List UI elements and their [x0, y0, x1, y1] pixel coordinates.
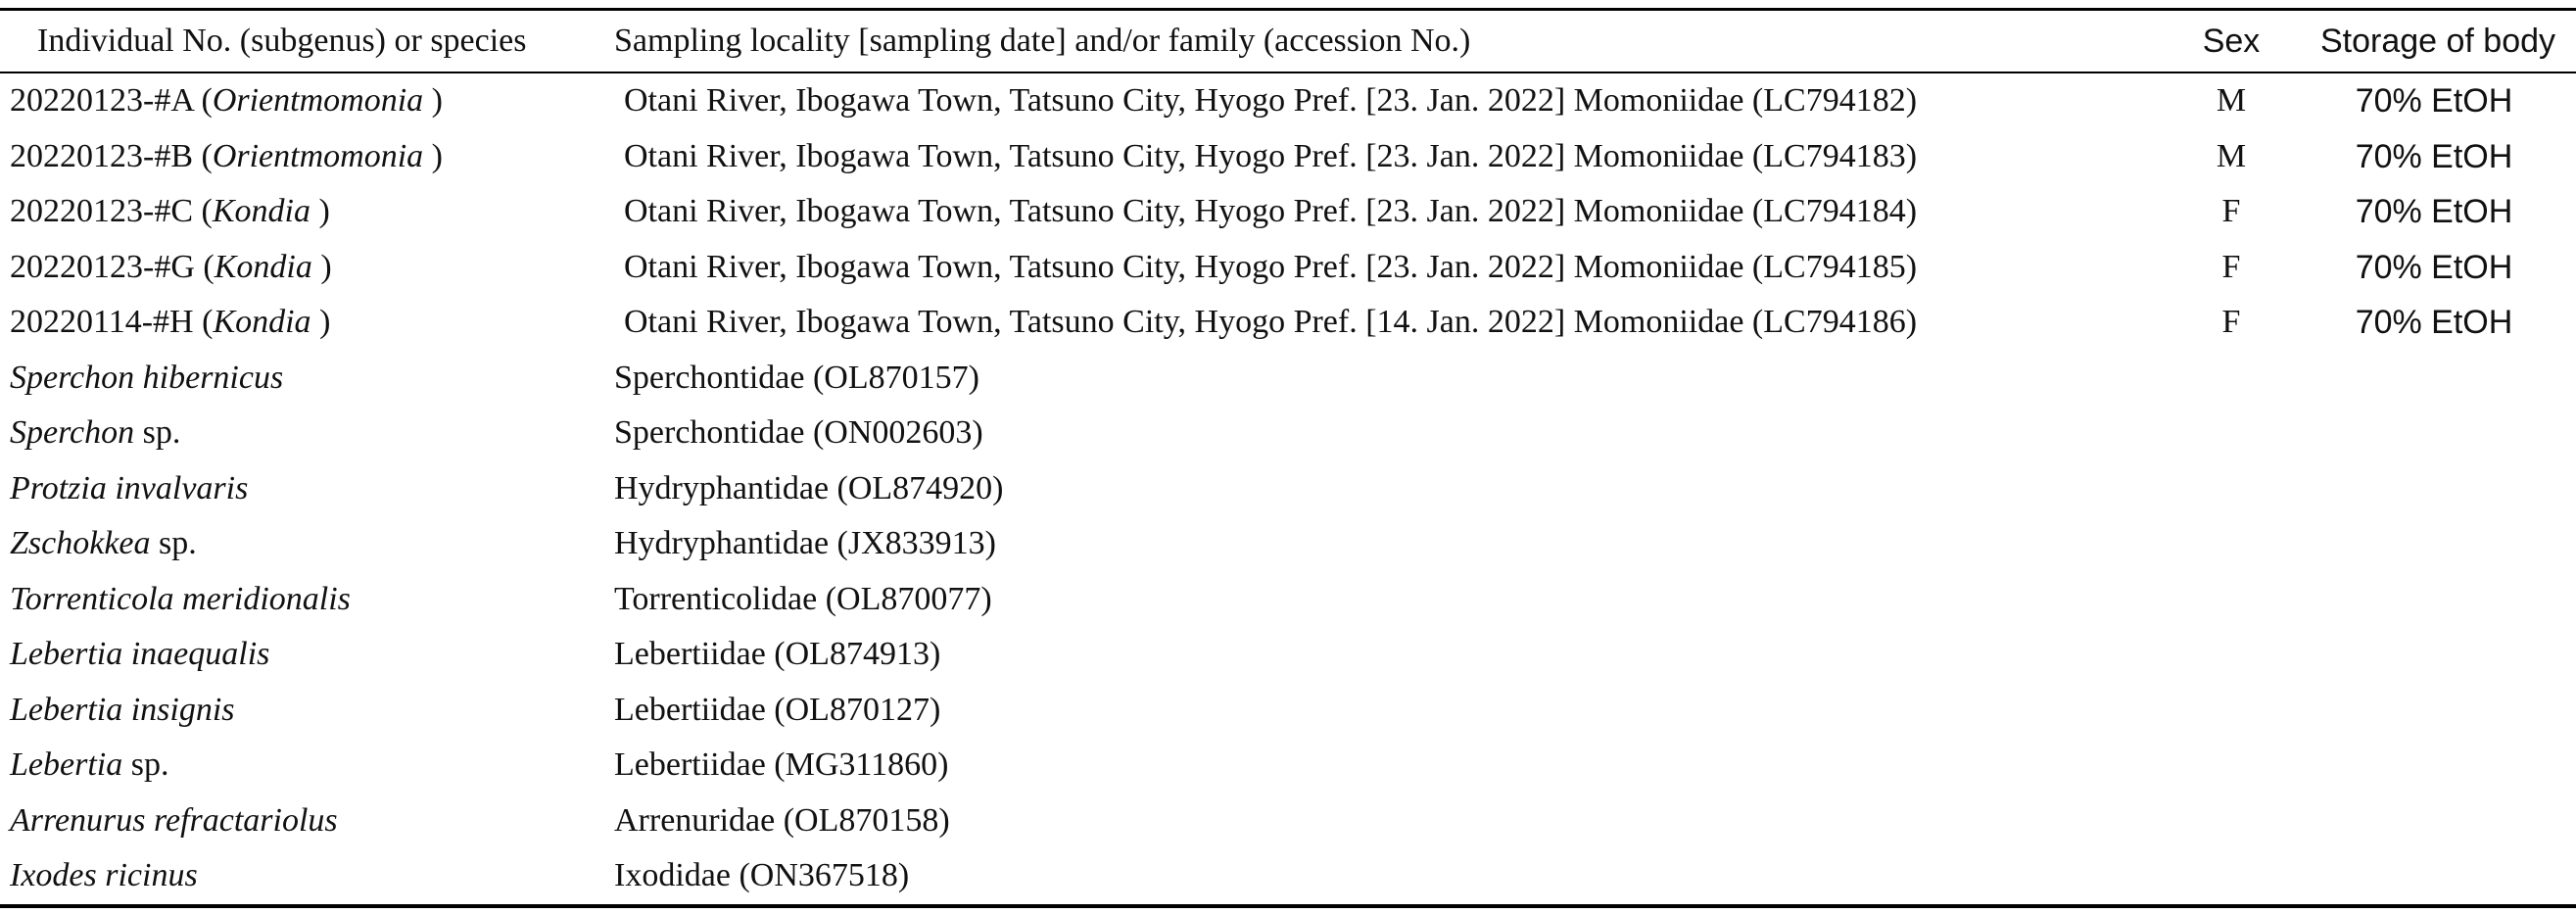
specimen-storage: 70% EtOH — [2355, 304, 2513, 341]
specimen-sex: F — [2221, 304, 2241, 340]
subgenus-name: Kondia — [214, 248, 312, 285]
specimen-locality: Otani River, Ibogawa Town, Tatsuno City, Hyogo Pref. [23. Jan. 2022] Momoniidae (LC794183) — [624, 137, 1918, 174]
species-family: Hydryphantidae (OL874920) — [614, 469, 1004, 506]
table-row — [0, 73, 2576, 129]
table-row — [0, 683, 2576, 739]
table-bottom-rule — [0, 904, 2576, 908]
species-family: Sperchontidae (ON002603) — [614, 414, 983, 451]
specimen-id: 20220123-#C (Kondia ) — [10, 193, 330, 229]
species-name: Sperchon sp. — [10, 414, 181, 451]
specimen-locality: Otani River, Ibogawa Town, Tatsuno City, Hyogo Pref. [14. Jan. 2022] Momoniidae (LC794186) — [624, 304, 1918, 340]
species-family: Sperchontidae (OL870157) — [614, 359, 979, 396]
specimen-table — [0, 8, 2576, 908]
table-row — [0, 184, 2576, 240]
specimen-sex: F — [2221, 193, 2241, 229]
table-header-row — [0, 11, 2576, 72]
specimen-storage: 70% EtOH — [2355, 137, 2513, 175]
table-row — [0, 351, 2576, 407]
header-locality: Sampling locality [sampling date] and/or family (accession No.) — [614, 23, 1471, 59]
table-row — [0, 794, 2576, 849]
subgenus-name: Kondia — [212, 193, 310, 229]
specimen-sex: M — [2216, 82, 2247, 119]
header-storage: Storage of body — [2319, 23, 2556, 60]
table-row — [0, 848, 2576, 904]
header-sex: Sex — [2202, 23, 2261, 60]
species-name: Ixodes ricinus — [10, 857, 198, 893]
specimen-locality: Otani River, Ibogawa Town, Tatsuno City, Hyogo Pref. [23. Jan. 2022] Momoniidae (LC794185) — [624, 248, 1918, 285]
table-row — [0, 295, 2576, 351]
species-name: Torrenticola meridionalis — [10, 580, 351, 617]
species-name: Lebertia sp. — [10, 746, 169, 783]
species-name: Arrenurus refractariolus — [10, 801, 338, 839]
species-name: Sperchon hibernicus — [10, 359, 284, 396]
species-family: Ixodidae (ON367518) — [614, 857, 910, 893]
table-row — [0, 627, 2576, 683]
subgenus-name: Orientmomonia — [212, 137, 424, 174]
species-family: Lebertiidae (MG311860) — [614, 746, 949, 783]
specimen-storage: 70% EtOH — [2355, 193, 2513, 230]
table-row — [0, 406, 2576, 461]
species-family: Lebertiidae (OL870127) — [614, 691, 941, 728]
subgenus-name: Orientmomonia — [212, 82, 424, 119]
species-family: Torrenticolidae (OL870077) — [614, 580, 992, 617]
specimen-locality: Otani River, Ibogawa Town, Tatsuno City, Hyogo Pref. [23. Jan. 2022] Momoniidae (LC794182) — [624, 82, 1918, 119]
table-row — [0, 129, 2576, 185]
species-name: Protzia invalvaris — [10, 469, 249, 506]
specimen-id: 20220114-#H (Kondia ) — [10, 304, 331, 340]
subgenus-name: Kondia — [213, 304, 311, 340]
specimen-id: 20220123-#B (Orientmomonia ) — [10, 137, 443, 174]
species-name: Lebertia insignis — [10, 691, 235, 728]
specimen-sex: M — [2216, 137, 2247, 174]
species-family: Hydryphantidae (JX833913) — [614, 525, 996, 561]
header-individual: Individual No. (subgenus) or species — [37, 23, 527, 59]
table-row — [0, 461, 2576, 517]
specimen-sex: F — [2221, 248, 2241, 285]
species-name: Lebertia inaequalis — [10, 636, 270, 672]
table-row — [0, 738, 2576, 794]
specimen-id: 20220123-#A (Orientmomonia ) — [10, 82, 443, 119]
specimen-id: 20220123-#G (Kondia ) — [10, 248, 332, 285]
table-row — [0, 240, 2576, 296]
specimen-locality: Otani River, Ibogawa Town, Tatsuno City, Hyogo Pref. [23. Jan. 2022] Momoniidae (LC794184) — [624, 193, 1918, 229]
table-row — [0, 516, 2576, 572]
specimen-storage: 70% EtOH — [2355, 82, 2513, 120]
species-name: Zschokkea sp. — [10, 525, 197, 561]
specimen-storage: 70% EtOH — [2355, 248, 2513, 286]
species-family: Arrenuridae (OL870158) — [614, 801, 950, 839]
species-family: Lebertiidae (OL874913) — [614, 636, 941, 672]
table-row — [0, 572, 2576, 628]
